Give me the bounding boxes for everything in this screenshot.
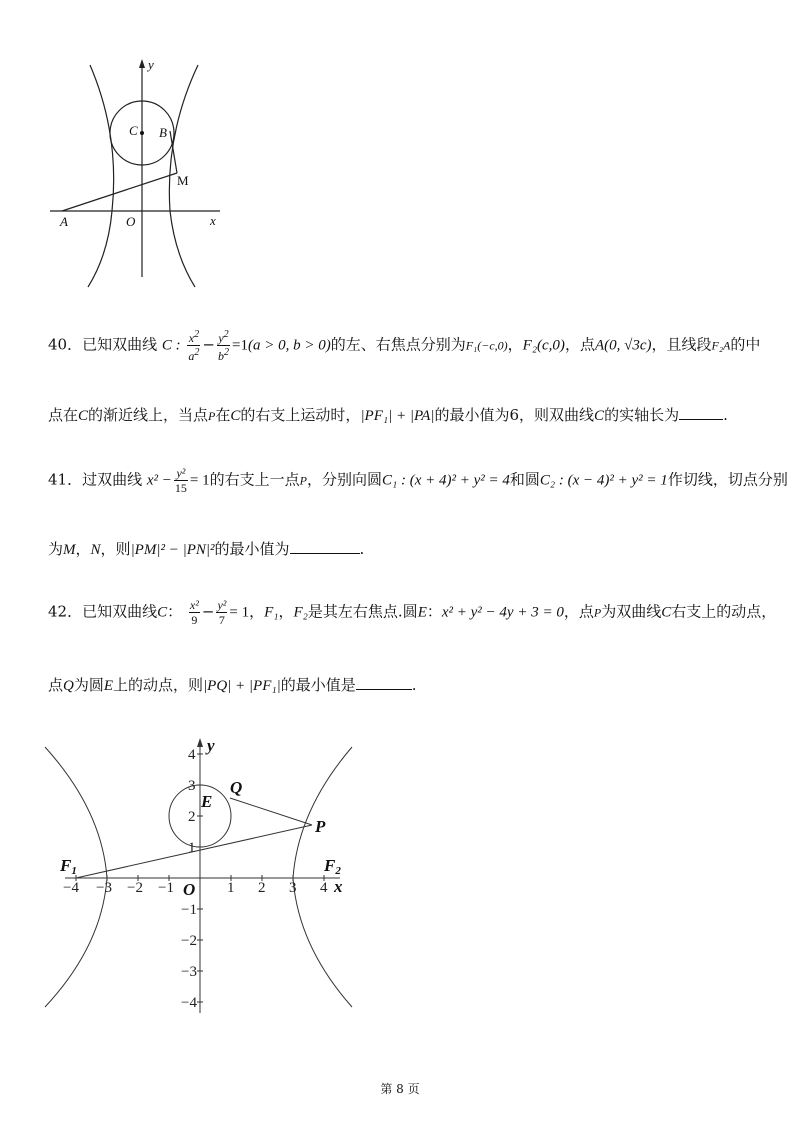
q40-c2: C <box>230 408 241 424</box>
q40-text-d: ，且线段 <box>651 335 712 354</box>
figure-1 <box>50 55 240 290</box>
label-a: A <box>60 214 68 229</box>
q40-p: P <box>208 409 216 423</box>
q41-text-c: ，分别向圆 <box>307 470 383 489</box>
q42-text-a: 已知双曲线 <box>82 602 158 621</box>
q42-comma: ， <box>278 602 294 621</box>
q41-text-b: 的右支上一点 <box>209 470 300 489</box>
q42-e: E <box>417 604 427 621</box>
q40-l2e: 的最小值为6，则双曲线 <box>434 406 595 424</box>
label-e: E <box>201 792 213 811</box>
q42-expr: |PQ| + |PF₁| <box>203 678 281 694</box>
q41-l2c: 的最小值为 <box>214 540 290 558</box>
ytick-3: 2 <box>188 809 196 825</box>
q41-end: . <box>359 540 365 558</box>
label-f2: F2 <box>324 856 341 877</box>
q42-f1: F₁ <box>264 604 279 621</box>
q41-m: M <box>63 542 76 558</box>
ytick-5: −1 <box>181 902 197 918</box>
q42-l2a: 点 <box>48 676 64 694</box>
ytick-6: −2 <box>181 933 197 949</box>
label-y: y <box>148 57 154 72</box>
point-c <box>140 131 144 135</box>
q42-line-2 <box>48 674 417 697</box>
y-axis-arrow <box>139 59 145 68</box>
q42-l2c: 上的动点，则 <box>113 676 204 694</box>
q42-number: 42． <box>48 602 83 621</box>
label-o: O <box>126 214 136 229</box>
q40-text-b: 的左、右焦点分别为 <box>330 335 466 354</box>
q42-e2: E <box>103 678 114 694</box>
q40-l2d: 的右支上运动时， <box>240 406 361 424</box>
q40-point-a: A(0, √3c) <box>594 337 652 354</box>
q41-x2: x² − <box>146 472 172 489</box>
q42-text-c: 是其左右焦点.圆 <box>307 602 418 621</box>
q40-end: . <box>723 406 728 424</box>
q40-frac-x: $\frac{x^2}{a^2}$ <box>188 329 200 363</box>
xtick-5: 1 <box>227 880 235 896</box>
q40-c1: C <box>78 408 89 424</box>
q41-expr: |PM|² − |PN|² <box>130 542 215 558</box>
q42-text-d: ： <box>426 602 442 621</box>
label-m: M <box>177 173 189 188</box>
q41-line-1 <box>48 466 788 495</box>
q42-frac-y: $\frac{\text{y²}}{7}$ <box>217 598 227 627</box>
xtick-7: 3 <box>289 880 297 896</box>
ytick-8: −4 <box>181 995 197 1011</box>
q40-line-1: 40．已知双曲线 C : $\frac{x^2}{a^2}$ − $\frac{y^2}{b^2}$ =1(a > 0, b > 0)的左、右焦点分别为F₁(−c,0)，F₂(c,0)，点A(0, √3c)，且线段F₂A的中 <box>48 329 761 363</box>
q42-text-f: 为双曲线 <box>601 602 662 621</box>
label-q: Q <box>230 778 243 797</box>
label-x: x <box>210 213 216 228</box>
q41-n: N <box>90 542 101 558</box>
xtick-2: −3 <box>96 880 112 896</box>
q42-end: . <box>411 676 417 694</box>
q42-eq: = 1 <box>229 604 250 621</box>
page-number: 第 8 页 <box>380 1082 420 1096</box>
q40-c: C : <box>161 337 181 354</box>
q41-l2a: 为 <box>48 540 64 558</box>
q40-l2c: 在 <box>215 406 231 424</box>
q42-circle: x² + y² − 4y + 3 = 0 <box>441 604 564 621</box>
ytick-1: 4 <box>188 747 196 763</box>
xtick-3: −2 <box>127 880 143 896</box>
q41-eq: = 1 <box>189 472 210 489</box>
segment-qp <box>230 798 312 825</box>
q40-f2a: F₂A <box>711 338 731 353</box>
q40-comma: ， <box>507 335 523 354</box>
q41-comma: ， <box>75 540 91 558</box>
label-x: x <box>334 877 343 896</box>
label-y: y <box>207 736 215 755</box>
q41-p: P <box>299 473 307 488</box>
segment-am <box>62 173 177 211</box>
xtick-1: −4 <box>63 880 79 896</box>
xtick-6: 2 <box>258 880 266 896</box>
q40-frac-y: $\frac{y^2}{b^2}$ <box>218 329 229 363</box>
q41-number: 41． <box>48 470 83 489</box>
q40-cond: (a > 0, b > 0) <box>247 337 331 354</box>
q40-l2b: 的渐近线上，当点 <box>88 406 209 424</box>
left-branch <box>88 65 114 287</box>
q41-l2b: ，则 <box>100 540 131 558</box>
q41-frac: $\frac{\text{y²}}{15}$ <box>174 466 187 495</box>
y-axis-arrow <box>197 738 203 747</box>
q40-eq: =1 <box>232 337 248 354</box>
q42-text-g: 右支上的动点， <box>671 602 777 621</box>
q40-number: 40． <box>48 335 83 354</box>
ytick-7: −3 <box>181 964 197 980</box>
q40-c3: C <box>594 408 605 424</box>
q42-line-1: 42．已知双曲线C： $\frac{\text{x²}}{9}$ − $\frac{\text{y²}}{7}$ = 1，F₁，F₂是其左右焦点.圆E：x² + y² − 4y + 3 = 0，点P为双曲线C右支上的动点， <box>48 598 777 627</box>
q41-circle2: C₂ : (x − 4)² + y² = 1 <box>539 472 668 489</box>
label-b: B <box>159 125 167 140</box>
q42-text-e: ，点 <box>563 602 594 621</box>
q40-l2a: 点在 <box>48 406 79 424</box>
q40-answer-blank[interactable] <box>679 405 723 420</box>
q40-f2: F₂(c,0) <box>522 337 565 354</box>
q42-f2: F₂ <box>293 604 308 621</box>
figure-2 <box>40 735 360 1020</box>
right-branch <box>293 747 352 1007</box>
q40-text-e: 的中 <box>730 335 761 354</box>
q42-q: Q <box>63 678 74 694</box>
ytick-2: 3 <box>188 778 196 794</box>
q40-text-c: ，点 <box>564 335 595 354</box>
label-p: P <box>315 817 326 836</box>
xtick-8: 4 <box>320 880 328 896</box>
q42-l2b: 为圆 <box>73 676 104 694</box>
q40-f1: F₁(−c,0) <box>465 338 508 353</box>
q42-c: C <box>157 604 168 621</box>
xtick-4: −1 <box>158 880 174 896</box>
q41-line-2 <box>48 538 364 561</box>
label-c: C <box>129 123 138 138</box>
q41-answer-blank[interactable] <box>290 539 360 554</box>
q40-text: 已知双曲线 <box>82 335 158 354</box>
label-o: O <box>183 880 196 899</box>
q41-circle1: C₁ : (x + 4)² + y² = 4 <box>382 472 510 489</box>
q40-abs-expr: |PF₁| + |PA| <box>360 408 435 424</box>
q42-answer-blank[interactable] <box>356 675 412 690</box>
q41-text-a: 过双曲线 <box>82 470 143 489</box>
q41-text-d: 和圆 <box>509 470 540 489</box>
q40-line-2 <box>48 404 728 427</box>
label-f1: F1 <box>60 856 77 877</box>
q42-colon: ： <box>167 602 183 621</box>
q42-p: P <box>593 605 602 620</box>
q40-l2f: 的实轴长为 <box>604 406 680 424</box>
q42-c2: C <box>661 604 672 621</box>
q42-frac-x: $\frac{\text{x²}}{9}$ <box>189 598 199 627</box>
ytick-4: 1 <box>188 840 196 856</box>
q42-l2d: 的最小值是 <box>280 676 356 694</box>
q42-text-b: ， <box>249 602 265 621</box>
q41-text-e: 作切线，切点分别 <box>667 470 788 489</box>
